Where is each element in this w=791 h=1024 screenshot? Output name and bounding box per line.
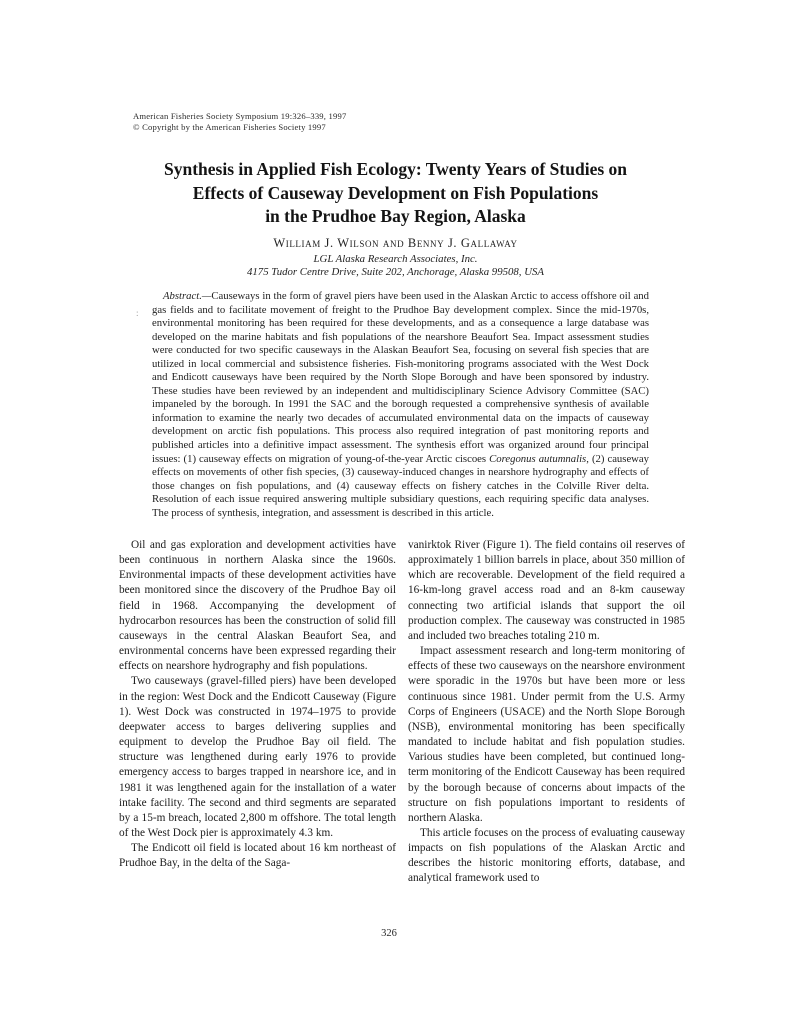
left-column [119, 538, 396, 887]
body-columns [119, 538, 685, 887]
species-name: Coregonus autumnalis [489, 452, 587, 465]
paper-title-line-2: Effects of Causeway Development on Fish Populations [192, 182, 599, 203]
abstract-text-part2: , (2) causeway effects on movements of other fish species, (3) causeway-induced changes in nearshore hydrography and effects of those changes on fish populations, and (4) causeway effects on fishery catches in the Colville River delta. Resolution of each issue required answering multiple subsidiary questions, each requiring specific data analyses. The process of synthesis, integration, and assessment is described in this article. [152, 452, 649, 519]
scan-artifact: : [136, 308, 139, 318]
abstract [152, 290, 649, 520]
journal-header [133, 111, 347, 133]
body-paragraph: Oil and gas exploration and development activities have been continuous in northern Alaska since the 1960s. Environmental impacts of these development activities have been monitored since the discovery of the Prudhoe Bay oil field in 1968. Accompanying the development of hydrocarbon resources has been the construction of solid fill causeways in the central Alaskan Beaufort Sea, and environmental concerns have been expressed regarding their effects on nearshore hydrography and fish populations. [119, 539, 396, 673]
paper-title-line-1: Synthesis in Applied Fish Ecology: Twenty Years of Studies on [163, 159, 628, 179]
abstract-text-part1: Causeways in the form of gravel piers have been used in the Alaskan Arctic to access offshore oil and gas fields and to facilitate movement of freight to the Prudhoe Bay development complex. Since the mid-1970s, environmental monitoring has been required for these developments, and as a consequence a large database was developed on the marine habitats and fish populations of the nearshore Beaufort Sea. Impact assessment studies were conducted for two specific causeways in the Alaskan Beaufort Sea, focusing on several fish species that are utilized in local commercial and subsistence fisheries. Fish-monitoring programs associated with the West Dock and Endicott causeways have been required by the North Slope Borough and have been sponsored by industry. These studies have been reviewed by an independent and multidisciplinary Science Advisory Committee (SAC) impaneled by the borough. In 1991 the SAC and the borough requested a comprehensive synthesis of available information to examine the nearly two decades of accumulated environmental data on the impacts of causeway development on arctic fish populations. This process also required integration of past monitoring reports and published articles into a definitive impact assessment. The synthesis effort was organized around four principal issues: (1) causeway effects on migration of young-of-the-year Arctic ciscoes [152, 290, 649, 465]
affiliation-institution: LGL Alaska Research Associates, Inc. [313, 252, 478, 265]
right-column [408, 538, 685, 887]
journal-copyright: © Copyright by the American Fisheries Society 1997 [133, 122, 326, 132]
title-block [0, 158, 791, 280]
page-number: 326 [381, 928, 397, 939]
body-paragraph: The Endicott oil field is located about 16 km northeast of Prudhoe Bay, in the delta of the Saga- [119, 842, 396, 870]
body-paragraph: vanirktok River (Figure 1). The field contains oil reserves of approximately 1 billion barrels in place, about 350 million of which are recoverable. Development of the field required a 16-km-long gravel access road and an 8-km causeway connecting two artificial islands that support the oil production complex. The causeway was constructed in 1985 and included two breaches totaling 210 m. [408, 539, 685, 642]
author-affiliation [0, 253, 791, 280]
body-paragraph: Impact assessment research and long-term monitoring of effects of these two causeways on the nearshore environment were sporadic in the 1970s but have been more or less continuous since 1981. Under permit from the U.S. Army Corps of Engineers (USACE) and the North Slope Borough (NSB), environmental monitoring has been specifically mandated to include habitat and fish population studies. Various studies have been completed, but continued long-term monitoring of the Endicott Causeway has been required by the borough because of concerns about impacts of the structure on fish populations important to residents of northern Alaska. [408, 645, 685, 824]
body-paragraph: Two causeways (gravel-filled piers) have been developed in the region: West Dock and the Endicott Causeway (Figure 1). West Dock was constructed in 1974–1975 to provide deepwater access to barges delivering supplies and equipment to develop the Prudhoe Bay oil field. The structure was lengthened during early 1976 to provide emergency access to barges trapped in nearshore ice, and in 1981 it was lengthened again for the installation of a water intake facility. The second and third segments are separated by a 15-m breach, located 2,800 m offshore. The total length of the West Dock pier is approximately 4.3 km. [119, 675, 396, 839]
abstract-label: Abstract.— [163, 290, 212, 302]
journal-citation: American Fisheries Society Symposium 19:326–339, 1997 [133, 111, 347, 121]
paper-title-line-3: in the Prudhoe Bay Region, Alaska [265, 206, 526, 226]
paper-title [0, 158, 791, 229]
body-paragraph: This article focuses on the process of evaluating causeway impacts on fish populations of the Alaskan Arctic and describes the historic monitoring efforts, database, and analytical framework used to [408, 826, 685, 885]
author-names: William J. Wilson and Benny J. Gallaway [273, 235, 518, 250]
affiliation-address: 4175 Tudor Centre Drive, Suite 202, Anchorage, Alaska 99508, USA [247, 266, 544, 278]
